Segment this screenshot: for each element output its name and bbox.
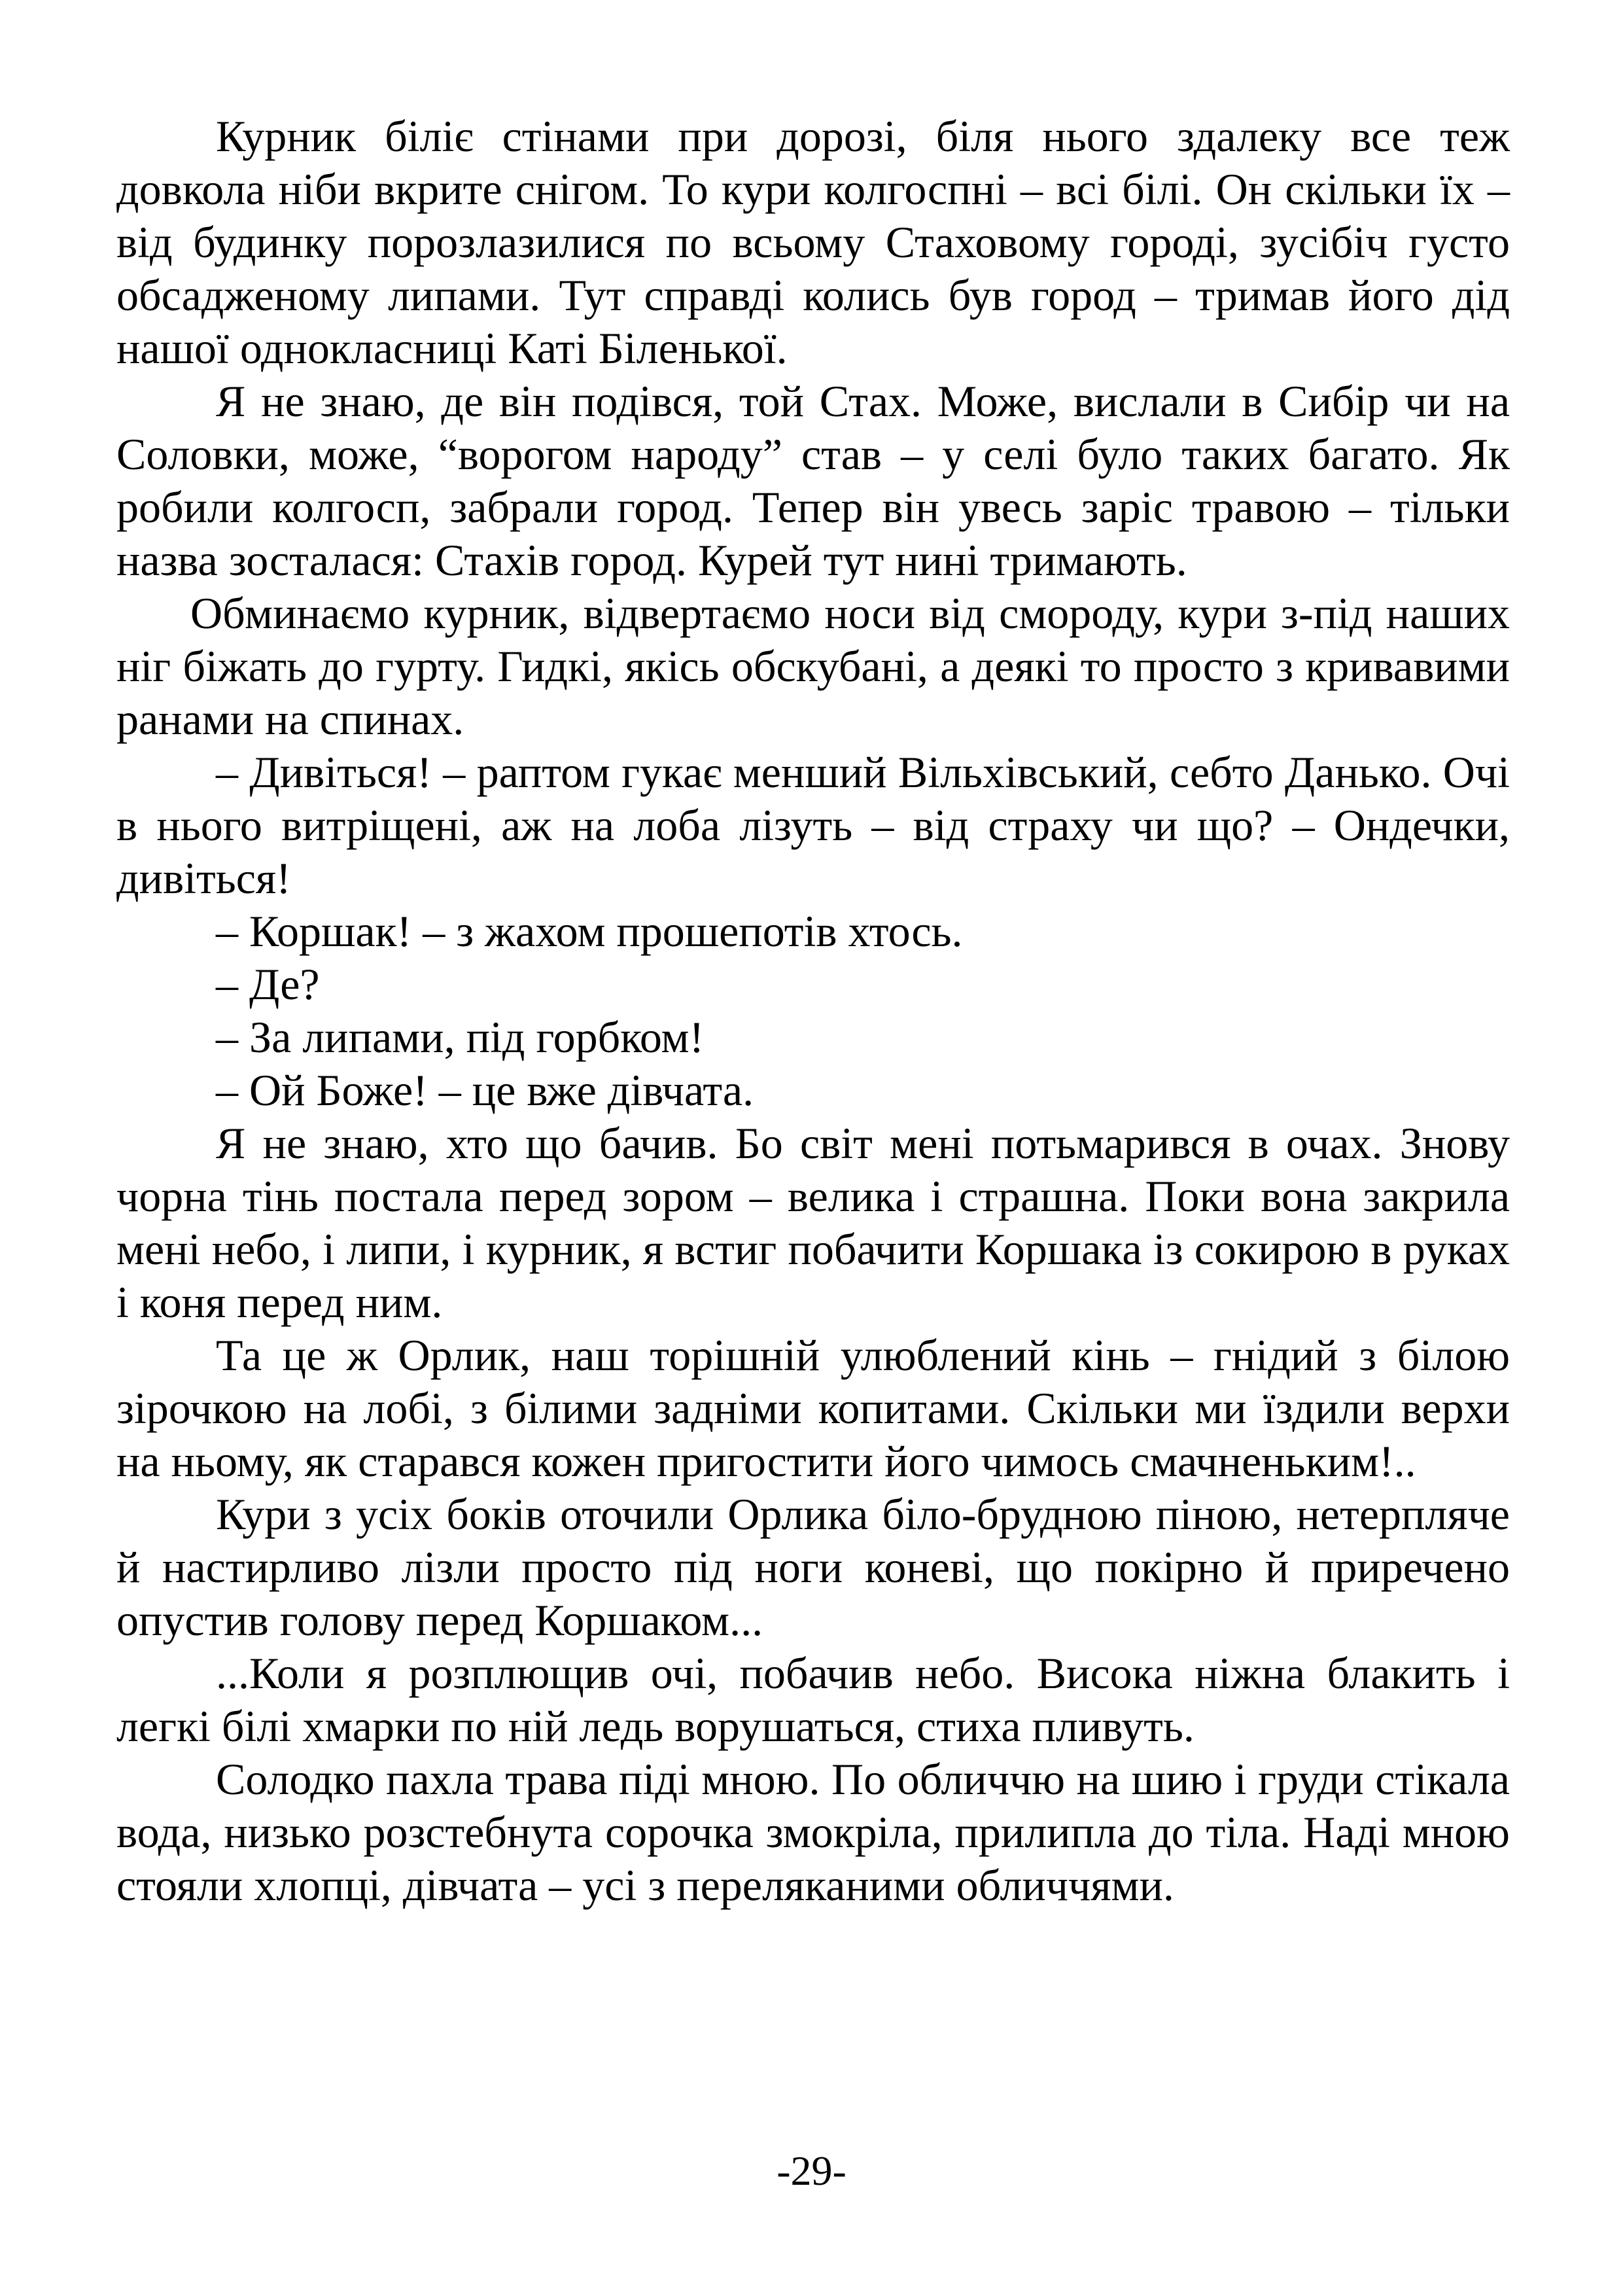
paragraph: Та це ж Орлик, наш торішній улюблений кінь – гнідий з білою зірочкою на лобі, з білими задніми копитами. Скільки ми їздили верхи на ньому, як старався кожен пригостити його чимось смачненьким!.. [116, 1330, 1510, 1486]
dialogue-line: – Ой Боже! – це вже дівчата. [216, 1065, 754, 1115]
paragraph: – Дивіться! – раптом гукає менший Вільхівський, себто Данько. Очі в нього витріщені, аж на лоба лізуть – від страху чи що? – Ондечки, дивіться! [116, 747, 1510, 903]
page-number: -29- [777, 2147, 846, 2194]
paragraph: Я не знаю, хто що бачив. Бо світ мені потьмарився в очах. Знову чорна тінь постала перед зором – велика і страшна. Поки вона закрила мені небо, і липи, і курник, я встиг побачити Коршака із сокирою в руках і коня перед ним. [116, 1118, 1510, 1327]
paragraph: Я не знаю, де він подівся, той Стах. Може, вислали в Сибір чи на Соловки, може, “ворогом народу” став – у селі було таких багато. Як робили колгосп, забрали город. Тепер він увесь заріс травою – тільки назва зосталася: Стахів город. Курей тут нині тримають. [116, 376, 1510, 585]
dialogue-line: – Де? [216, 959, 320, 1009]
paragraph: Обминаємо курник, відвертаємо носи від смороду, кури з-під наших ніг біжать до гурту. Гидкі, якісь обскубані, а деякі то просто з кривавими ранами на спинах. [116, 588, 1510, 744]
paragraph: Кури з усіх боків оточили Орлика біло-брудною піною, нетерпляче й настирливо лізли просто під ноги коневі, що покірно й приречено опустив голову перед Коршаком... [116, 1489, 1510, 1645]
paragraph: Курник біліє стінами при дорозі, біля нього здалеку все теж довкола ніби вкрите снігом. То кури колгоспні – всі білі. Он скільки їх – від будинку порозлазилися по всьому Стаховому городі, зусібіч густо обсадженому липами. Тут справді колись був город – тримав його дід нашої однокласниці Каті Біленької. [116, 111, 1510, 373]
dialogue-line: – Коршак! – з жахом прошепотів хтось. [216, 906, 963, 956]
dialogue-line: – За липами, під горбком! [216, 1012, 705, 1062]
paragraph: ...Коли я розплющив очі, побачив небо. Висока ніжна блакить і легкі білі хмарки по ній ледь ворушаться, стиха пливуть. [116, 1648, 1510, 1751]
page-body [116, 110, 1510, 1912]
paragraph: Солодко пахла трава піді мною. По обличчю на шию і груди стікала вода, низько розстебнута сорочка змокріла, прилипла до тіла. Наді мною стояли хлопці, дівчата – усі з переляканими обличчями. [116, 1754, 1510, 1910]
